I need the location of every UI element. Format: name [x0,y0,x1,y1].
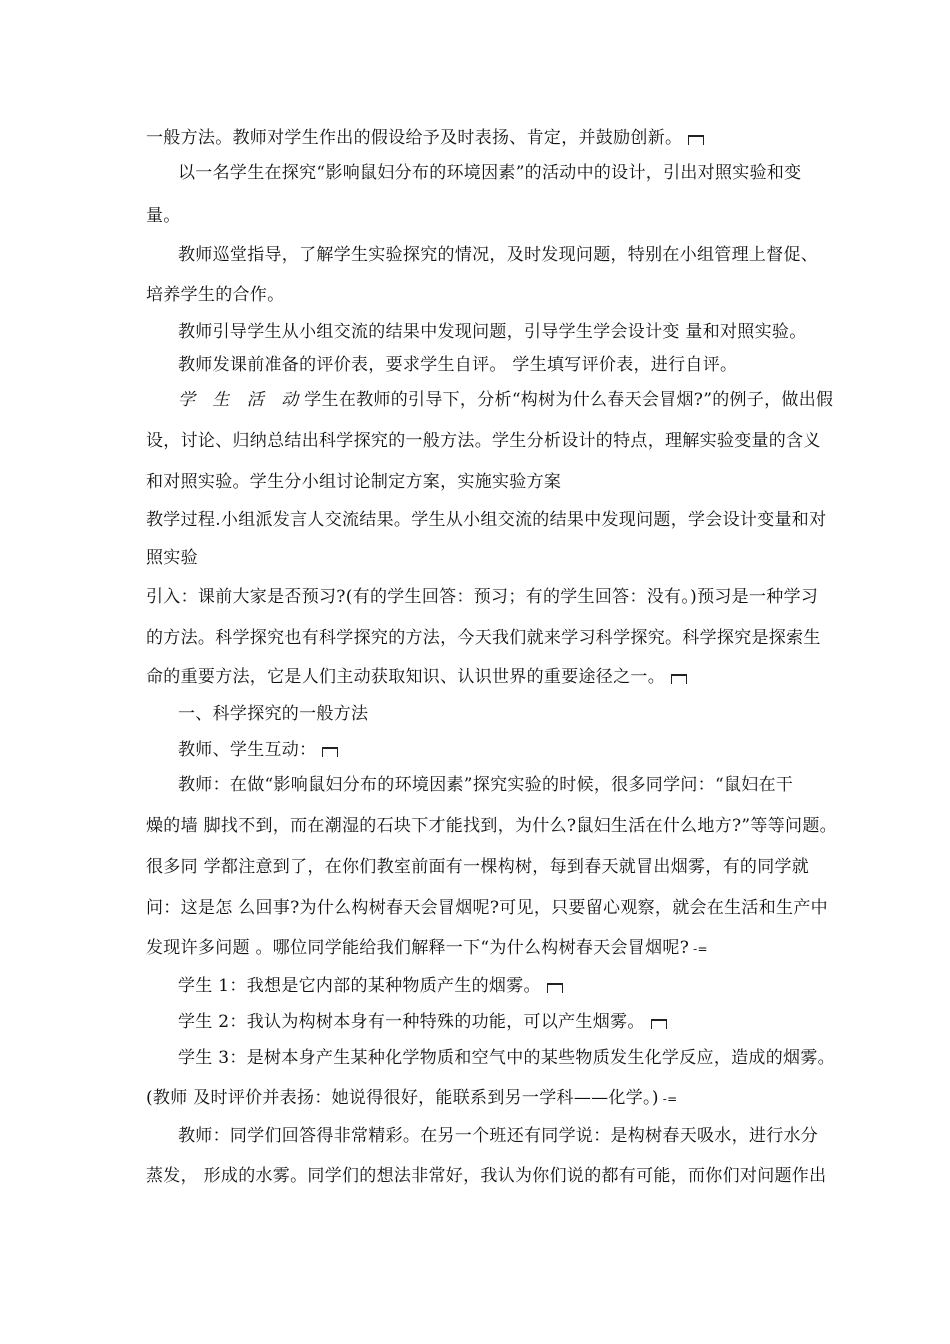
text-line: 教师发课前准备的评价表，要求学生自评。 学生填写评价表，进行自评。 [178,355,738,375]
text-line: 教师：同学们回答得非常精彩。在另一个班还有同学说：是构树春天吸水，进行水分 [178,1126,819,1146]
paragraph-mark-icon [547,983,563,993]
text-line: 学生 2：我认为构树本身有一种特殊的功能，可以产生烟雾。 [178,1012,667,1032]
paragraph-mark-icon [688,135,704,145]
text-line: 的方法。科学探究也有科学探究的方法，今天我们就来学习科学探究。科学探究是探索生 [146,628,821,648]
text-line: 蒸发， 形成的水雾。同学们的想法非常好，我认为你们说的都有可能，而你们对问题作出 [146,1166,827,1186]
paragraph-mark-icon: -= [662,1092,678,1106]
text-line: 设，讨论、归纳总结出科学探究的一般方法。学生分析设计的特点，理解实验变量的含义 [146,431,821,451]
text-line: 学 生 活 动学生在教师的引导下，分析“构树为什么春天会冒烟?”的例子，做出假 [178,390,834,410]
text-line: 很多同 学都注意到了，在你们教室前面有一棵构树，每到春天就冒出烟雾，有的同学就 [146,857,810,877]
text-line: 培养学生的合作。 [146,285,285,305]
text-line: 教师引导学生从小组交流的结果中发现问题，引导学生学会设计变 量和对照实验。 [178,322,807,342]
text-line: 学生 1：我想是它内部的某种物质产生的烟雾。 [178,976,563,996]
italic-label: 学 生 活 动 [178,390,305,410]
text-line: 以一名学生在探究“影响鼠妇分布的环境因素”的活动中的设计，引出对照实验和变 [178,163,802,183]
paragraph-mark-icon [651,1019,667,1029]
text-line: 问：这是怎 么回事?为什么构树春天会冒烟呢?可见，只要留心观察，就会在生活和生产中 [146,898,828,918]
text-line: 教学过程.小组派发言人交流结果。学生从小组交流的结果中发现问题，学会设计变量和对 [146,510,827,530]
text-line: 燥的墙 脚找不到，而在潮湿的石块下才能找到，为什么?鼠妇生活在什么地方?”等等问题。 [146,816,837,836]
paragraph-mark-icon [671,674,687,684]
section-heading: 一、科学探究的一般方法 [178,704,369,724]
text-line: 引入：课前大家是否预习?(有的学生回答：预习；有的学生回答：没有。)预习是一种学习 [146,587,819,607]
text-line: 教师巡堂指导，了解学生实验探究的情况，及时发现问题，特别在小组管理上督促、 [178,245,819,265]
paragraph-mark-icon [322,747,338,757]
text-line: 和对照实验。学生分小组讨论制定方案，实施实验方案 [146,472,562,492]
paragraph-mark-icon: -= [693,942,708,956]
text-line: 学生 3：是树本身产生某种化学物质和空气中的某些物质发生化学反应，造成的烟雾。 [178,1048,835,1068]
text-line: 一般方法。教师对学生作出的假设给予及时表扬、肯定，并鼓励创新。 [146,128,704,148]
text-line: 教师：在做“影响鼠妇分布的环境因素”探究实验的时候，很多同学问：“鼠妇在干 [178,775,794,795]
text-line: 照实验 [146,548,198,568]
text-line: 命的重要方法，它是人们主动获取知识、认识世界的重要途径之一。 [146,667,687,687]
text-line: 量。 [146,206,181,226]
text-line: 教师、学生互动： [178,740,338,760]
text-line: (教师 及时评价并表扬：她说得很好，能联系到另一学科——化学。) -= [146,1088,678,1108]
text-line: 发现许多问题 。哪位同学能给我们解释一下“为什么构树春天会冒烟呢? -= [146,938,708,958]
